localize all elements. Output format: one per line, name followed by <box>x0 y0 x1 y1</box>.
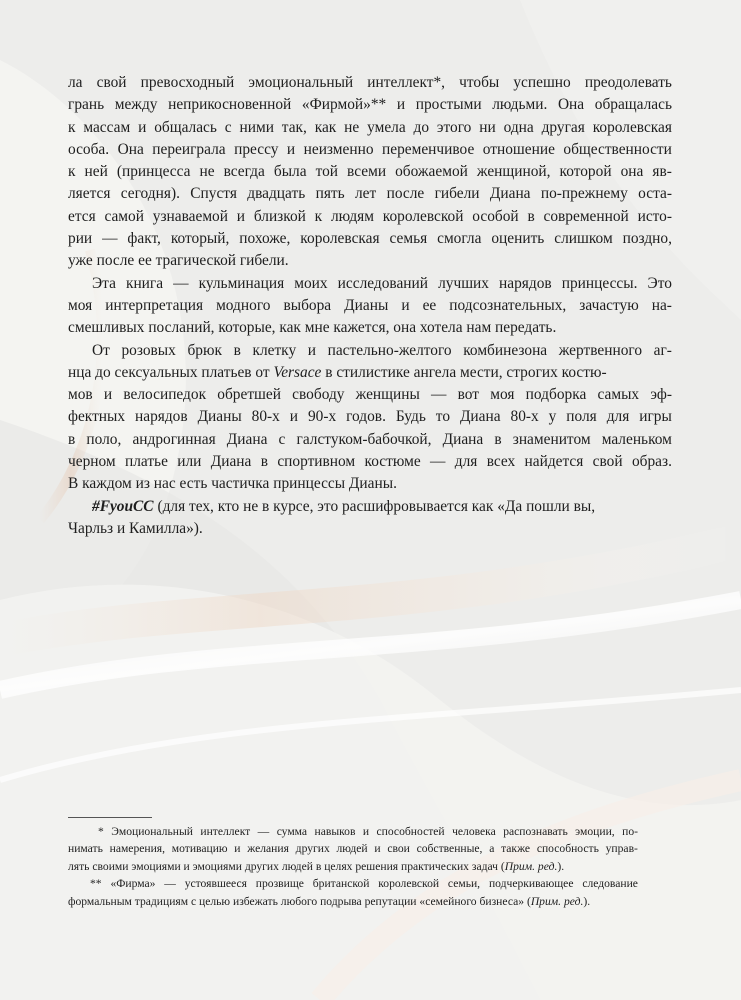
word: к <box>314 207 323 225</box>
word: моя <box>490 386 515 404</box>
text-line <box>68 473 672 495</box>
word: Диана <box>442 430 484 448</box>
word: всеми <box>347 163 387 181</box>
word: с <box>224 118 232 136</box>
word: то <box>435 408 451 426</box>
word: андрогинная <box>132 430 216 448</box>
editor-note: Прим. ред. <box>530 894 584 908</box>
text-run: ). <box>583 894 591 908</box>
word: модного <box>216 296 271 314</box>
footnote <box>68 875 638 910</box>
word: подсознательных, <box>449 296 567 314</box>
word: принцессы. <box>561 274 638 292</box>
word: и <box>307 341 316 359</box>
word: слишком <box>554 230 613 248</box>
text-line <box>68 295 672 317</box>
word: общалась <box>154 118 217 136</box>
word: массам <box>83 118 131 136</box>
word: Диана <box>210 453 252 471</box>
word: способностей <box>376 825 445 838</box>
word: эмоции, <box>575 825 615 838</box>
word: ется <box>68 207 96 225</box>
footnote-line <box>68 840 638 857</box>
word: грань <box>68 96 105 114</box>
word: человека <box>452 825 496 838</box>
footnotes <box>68 823 638 910</box>
word: образ. <box>631 453 672 471</box>
word: зачастую <box>579 296 639 314</box>
word: следование <box>582 877 638 891</box>
word: вот <box>457 386 480 404</box>
word: обретшей <box>217 386 281 404</box>
word: до <box>413 118 430 136</box>
word: 80-х <box>251 408 280 426</box>
word: спортивном <box>277 453 356 471</box>
word: а <box>489 842 495 856</box>
text-run: ). <box>557 859 565 873</box>
word: яв- <box>652 163 672 181</box>
word: и <box>362 825 370 838</box>
word: свободу <box>292 386 345 404</box>
text-line <box>68 117 672 139</box>
word: переменчивое <box>382 140 475 158</box>
text-run: Чарльз и Камилла»). <box>68 519 203 537</box>
text-run: нца до сексуальных платьев от <box>68 363 270 381</box>
word: распознавать <box>503 825 568 838</box>
word: «Фирма» <box>110 877 156 891</box>
word: и <box>401 296 410 314</box>
paragraph <box>68 496 672 541</box>
word: и <box>396 96 406 114</box>
word: (принцесса <box>116 163 191 181</box>
word: в <box>494 430 502 448</box>
word: в <box>260 453 268 471</box>
word: * <box>98 825 104 838</box>
word: оценить <box>491 230 545 248</box>
text-line <box>68 340 672 362</box>
word: королевская <box>592 118 672 136</box>
word: той <box>315 163 339 181</box>
word: ла <box>68 74 83 91</box>
footnote-line <box>68 858 638 875</box>
word: современной <box>543 207 629 225</box>
word: клетку <box>252 341 297 359</box>
word: и <box>234 842 241 856</box>
text-line <box>68 518 672 540</box>
word: обращалась <box>594 96 672 114</box>
word: переиграла <box>152 140 226 158</box>
word: семья <box>389 230 428 248</box>
word: королевской <box>378 877 440 891</box>
word: костюме <box>364 453 421 471</box>
word: к <box>68 118 76 136</box>
word: самых <box>597 386 640 404</box>
word: так, <box>281 118 307 136</box>
word: устоявшееся <box>184 877 247 891</box>
word: ** <box>90 877 102 891</box>
word: намерения, <box>109 842 166 856</box>
paragraph <box>68 72 672 273</box>
word: ее <box>422 296 437 314</box>
word: оста- <box>638 185 672 203</box>
word: собственные, <box>416 842 483 856</box>
text-line <box>68 228 672 250</box>
word: способность <box>536 842 599 856</box>
word: 90-х <box>307 408 337 426</box>
text-line <box>68 72 672 94</box>
word: особа. <box>68 140 110 158</box>
word: в <box>233 341 241 359</box>
word: Диана <box>459 408 501 426</box>
text-run: лять своими эмоциями и эмоциями других людей в целях решения практических задач ( <box>68 859 505 873</box>
word: желания <box>247 842 289 856</box>
word: превосходный <box>140 74 235 91</box>
word: двадцать <box>247 185 306 203</box>
word: навыков <box>314 825 356 838</box>
word: в <box>68 430 76 448</box>
footnote-line <box>68 823 638 840</box>
word: сегодня). <box>120 185 180 203</box>
word: От <box>92 341 110 359</box>
word: сумма <box>276 825 308 838</box>
word: — <box>257 825 270 838</box>
text-run: В каждом из нас есть частичка принцессы Дианы. <box>68 475 397 493</box>
text-run: (для тех, кто не в курсе, это расшифровывается как «Да пошли вы, <box>157 497 596 515</box>
editor-note: Прим. ред. <box>504 859 558 873</box>
word: женщины <box>355 386 420 404</box>
text-line <box>68 273 672 295</box>
word: управ- <box>605 842 638 856</box>
word: нимать <box>68 842 103 856</box>
word: эмоциональный <box>248 74 354 91</box>
text-line <box>68 429 672 451</box>
word: этого <box>436 118 472 136</box>
text-line <box>68 451 672 473</box>
word: выбора <box>283 296 332 314</box>
word: и <box>289 408 299 426</box>
word: не <box>344 118 360 136</box>
word: кульминация <box>198 274 285 292</box>
word: особой <box>472 207 519 225</box>
word: галстуком-бабочкой, <box>296 430 432 448</box>
word: розовых <box>121 341 176 359</box>
brand-name: Versace <box>273 363 322 381</box>
word: платье <box>124 453 168 471</box>
word: похоже, <box>239 230 291 248</box>
hashtag: #FyouCC <box>92 497 154 515</box>
footnote-separator <box>68 817 152 818</box>
word: и <box>138 118 147 136</box>
word: гибели <box>434 185 480 203</box>
word: велосипедок <box>123 386 207 404</box>
text-line <box>68 206 672 228</box>
word: которой <box>559 163 612 181</box>
word: фектных <box>68 408 126 426</box>
word: жертвенного <box>558 341 643 359</box>
word: ними <box>239 118 274 136</box>
word: королевской <box>382 207 464 225</box>
word: — <box>430 453 446 471</box>
word: пастельно-желтого <box>327 341 452 359</box>
word: для <box>454 453 478 471</box>
word: годов. <box>346 408 386 426</box>
text-line <box>68 139 672 161</box>
word: Эмоциональный <box>111 825 193 838</box>
word: успешно <box>513 74 571 91</box>
word: британской <box>312 877 370 891</box>
word: пять <box>315 185 345 203</box>
word: моя <box>68 296 93 314</box>
word: моих <box>294 274 328 292</box>
text-line <box>68 384 672 406</box>
word: чтобы <box>459 74 500 91</box>
word: Дианы <box>344 296 389 314</box>
word: узнаваемой <box>152 207 228 225</box>
word: как <box>314 118 337 136</box>
word: Эта <box>92 274 116 292</box>
word: по- <box>622 825 638 838</box>
word: преодолевать <box>584 74 672 91</box>
text-run: в стилистике ангела мести, строгих костю- <box>325 363 607 381</box>
word: — <box>431 386 447 404</box>
word: смогла <box>437 230 482 248</box>
word: Она <box>117 140 144 158</box>
word: простыми <box>415 96 482 114</box>
word: по-прежнему <box>540 185 628 203</box>
word: ней <box>84 163 108 181</box>
word: свой <box>96 74 127 91</box>
word: найдется <box>524 453 584 471</box>
text-line <box>68 94 672 116</box>
text-run: смешливых посланий, которые, как мне кажется, она хотела нам передать. <box>68 319 557 337</box>
word: Будь <box>395 408 426 426</box>
word: мов <box>68 386 93 404</box>
word: лучших <box>438 274 489 292</box>
word: — <box>102 230 118 248</box>
word: ляется <box>68 185 111 203</box>
footnote <box>68 823 638 875</box>
word: Диана <box>226 430 268 448</box>
word: людей <box>336 842 368 856</box>
word: черном <box>68 453 116 471</box>
word: Диана <box>489 185 531 203</box>
word: всех <box>486 453 516 471</box>
word: рии <box>68 230 93 248</box>
word: самой <box>104 207 144 225</box>
word: других <box>295 842 330 856</box>
word: для <box>606 408 630 426</box>
text-line <box>68 362 672 384</box>
word: она <box>620 163 644 181</box>
paragraph <box>68 273 672 340</box>
text-line <box>68 161 672 183</box>
footnote-line <box>68 893 638 910</box>
word: свой <box>592 453 623 471</box>
word: интеллект <box>200 825 251 838</box>
word: обожаемой <box>395 163 468 181</box>
word: королевская <box>300 230 380 248</box>
word: мотивацию <box>171 842 228 856</box>
word: нарядов <box>135 408 188 426</box>
word: близкой <box>253 207 306 225</box>
text-line <box>68 183 672 205</box>
word: поздно, <box>622 230 672 248</box>
word: и <box>236 207 246 225</box>
word: на- <box>651 296 672 314</box>
word: исто- <box>637 207 672 225</box>
text-line <box>68 250 672 272</box>
word: семьи, <box>447 877 481 891</box>
word: умела <box>367 118 406 136</box>
word: лет <box>354 185 377 203</box>
word: после <box>386 185 425 203</box>
word: неприкосновенной <box>168 96 292 114</box>
word: брюк <box>187 341 222 359</box>
word: комбинезона <box>463 341 548 359</box>
word: Дианы <box>197 408 242 426</box>
word: «Фирмой»** <box>301 96 387 114</box>
word: Она <box>557 96 585 114</box>
word: прозвище <box>255 877 304 891</box>
word: Спустя <box>190 185 237 203</box>
word: который, <box>170 230 230 248</box>
text-line <box>68 496 672 518</box>
word: людьми. <box>492 96 548 114</box>
word: и <box>103 386 113 404</box>
word: к <box>68 163 76 181</box>
word: интерпретация <box>105 296 204 314</box>
word: ни <box>479 118 496 136</box>
word: поля <box>566 408 597 426</box>
text-run: уже после ее трагической гибели. <box>68 252 289 270</box>
word: факт, <box>127 230 161 248</box>
paragraph <box>68 340 672 496</box>
word: женщиной, <box>476 163 551 181</box>
word: неизменно <box>303 140 374 158</box>
word: аг- <box>653 341 672 359</box>
word: интеллект*, <box>367 74 446 91</box>
word: общественности <box>563 140 672 158</box>
word: с <box>278 430 286 448</box>
word: книга <box>125 274 164 292</box>
word: в <box>527 207 535 225</box>
word: нарядов <box>499 274 552 292</box>
word: Это <box>647 274 672 292</box>
word: прессу <box>234 140 279 158</box>
main-text <box>68 72 672 540</box>
text-line <box>68 317 672 339</box>
word: у <box>548 408 557 426</box>
word: подчеркивающее <box>488 877 574 891</box>
word: людям <box>330 207 374 225</box>
word: всегда <box>223 163 265 181</box>
word: знаменитом <box>512 430 591 448</box>
text-line <box>68 406 672 428</box>
word: подборка <box>525 386 587 404</box>
word: другая <box>541 118 585 136</box>
word: одна <box>503 118 534 136</box>
word: игры <box>639 408 672 426</box>
word: и <box>374 842 381 856</box>
word: также <box>501 842 531 856</box>
word: 80-х <box>510 408 539 426</box>
word: исследований <box>337 274 429 292</box>
word: — <box>164 877 176 891</box>
word: отношение <box>482 140 555 158</box>
word: не <box>199 163 215 181</box>
word: поло, <box>86 430 122 448</box>
word: свои <box>387 842 410 856</box>
word: была <box>273 163 307 181</box>
word: между <box>114 96 158 114</box>
word: маленьком <box>601 430 672 448</box>
word: эф- <box>650 386 672 404</box>
word: — <box>173 274 189 292</box>
footnote-line <box>68 875 638 892</box>
text-run: формальным традициям с целью избежать любого подрыва репутации «семейного бизнеса» ( <box>68 894 531 908</box>
word: и <box>286 140 296 158</box>
word: или <box>177 453 202 471</box>
